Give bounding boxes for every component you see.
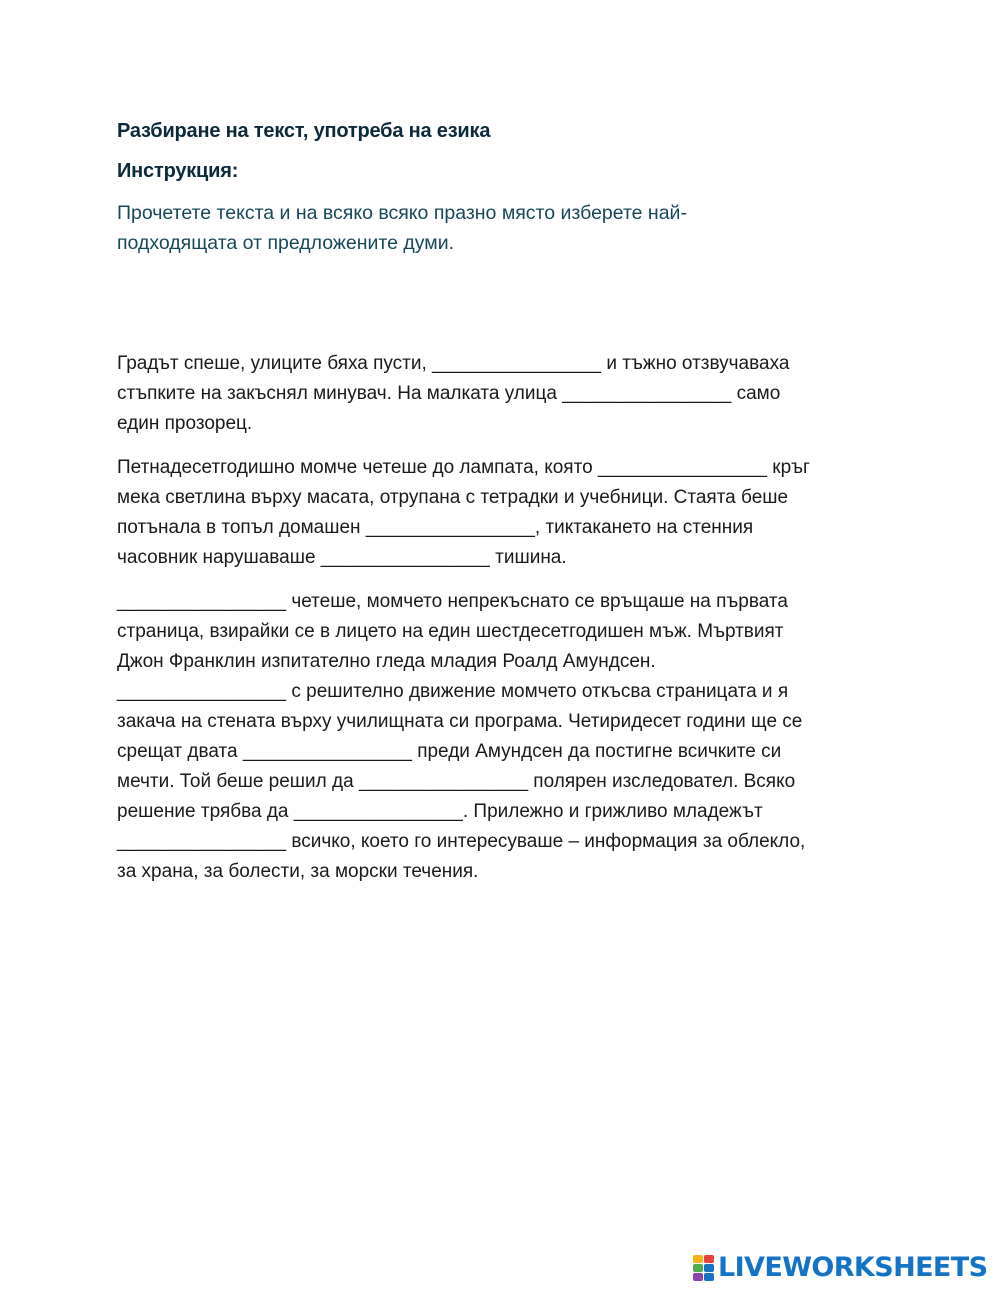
text-line: един прозорец. xyxy=(117,413,253,434)
text-line: мека светлина върху масата, отрупана с тетрадки и учебници. Стаята беше xyxy=(117,487,789,508)
text-line: срещат двата ________________ преди Амундсен да постигне всичките си xyxy=(117,741,782,762)
logo-block xyxy=(704,1255,714,1263)
logo-blocks-icon xyxy=(693,1255,714,1281)
text-line: стъпките на закъснял минувач. На малката улица ________________ само xyxy=(117,383,781,404)
paragraph-3 xyxy=(117,587,805,887)
text-line: ________________ четеше, момчето непрекъснато се връщаше на първата xyxy=(117,591,788,612)
paragraph-1 xyxy=(117,349,789,439)
text-line: за храна, за болести, за морски течения. xyxy=(117,861,479,882)
text-line: ________________ с решително движение момчето откъсва страницата и я xyxy=(117,681,789,702)
logo-block xyxy=(704,1273,714,1281)
text-line: закача на стената върху училищната си програма. Четиридесет години ще се xyxy=(117,711,803,732)
paragraph-2 xyxy=(117,453,810,573)
text-line: мечти. Той беше решил да ________________ полярен изследовател. Всяко xyxy=(117,771,796,792)
logo-block xyxy=(693,1273,703,1281)
instruction-line: подходящата от предложените думи. xyxy=(117,232,455,254)
page-title: Разбиране на текст, употреба на езика xyxy=(117,120,491,142)
text-line: Градът спеше, улиците бяха пусти, ________________ и тъжно отзвучаваха xyxy=(117,353,790,374)
text-line: Петнадесетгодишно момче четеше до лампата, която ________________ кръг xyxy=(117,457,810,478)
text-line: потънала в топъл домашен ________________, тиктакането на стенния xyxy=(117,517,754,538)
instruction-line: Прочетете текста и на всяко всяко празно място изберете най- xyxy=(117,202,687,224)
logo-block xyxy=(704,1264,714,1272)
text-line: часовник нарушаваше ________________ тишина. xyxy=(117,547,567,568)
text-line: Джон Франклин изпитателно гледа младия Роалд Амундсен. xyxy=(117,651,656,672)
instruction-heading: Инструкция: xyxy=(117,160,239,182)
text-line: ________________ всичко, което го интересуваше – информация за облекло, xyxy=(117,831,806,852)
liveworksheets-logo xyxy=(693,1252,987,1284)
instruction-text xyxy=(117,198,797,258)
logo-block xyxy=(693,1264,703,1272)
text-line: решение трябва да ________________. Прилежно и грижливо младежът xyxy=(117,801,763,822)
logo-block xyxy=(693,1255,703,1263)
text-line: страница, взирайки се в лицето на един шестдесетгодишен мъж. Мъртвият xyxy=(117,621,784,642)
logo-text: LIVEWORKSHEETS xyxy=(718,1252,988,1283)
